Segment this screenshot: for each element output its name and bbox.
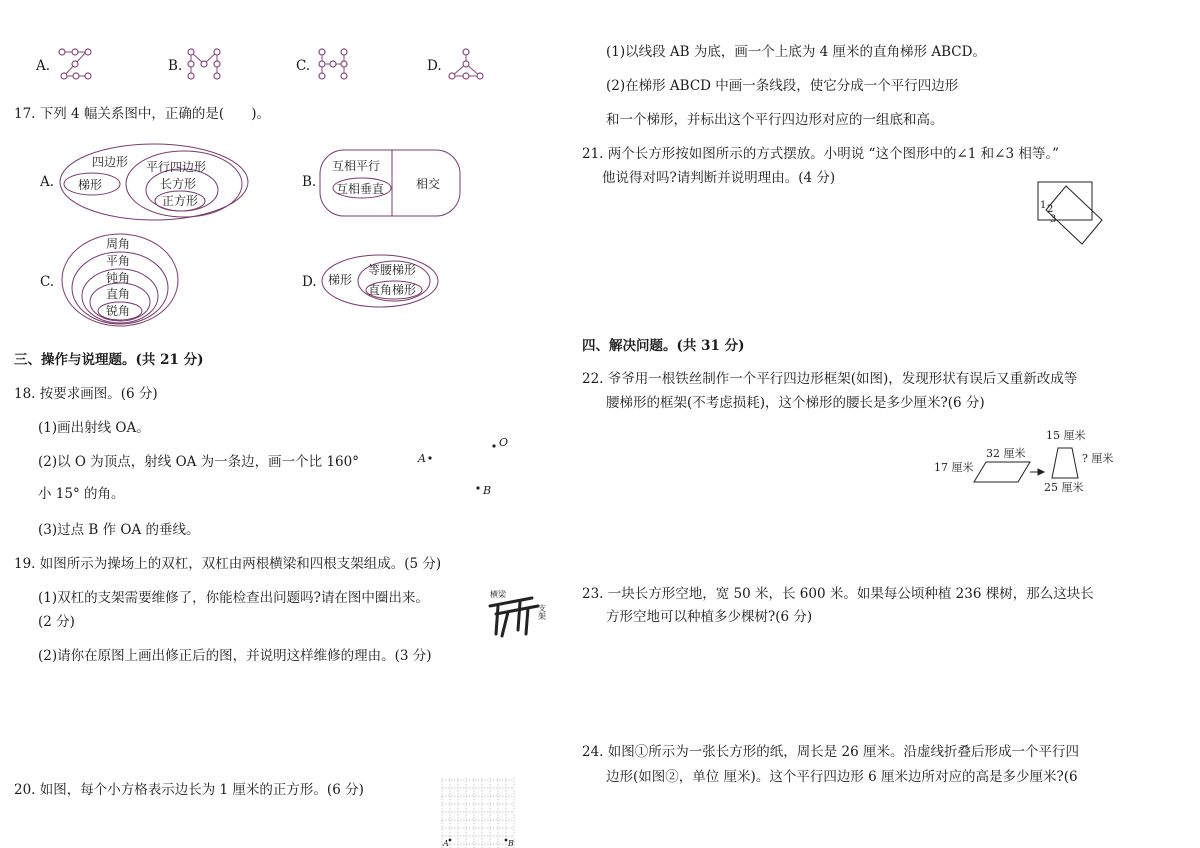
q17-c-straight-angle-text: 平角: [106, 254, 131, 268]
q20-point-a: A: [443, 839, 449, 848]
q21-angle-1: 1: [1040, 200, 1047, 211]
q16-option-d-label: D.: [427, 58, 442, 74]
q17-d-trapezoid-text: 梯形: [328, 273, 353, 287]
q24-stem-a: 24. 如图①所示为一张长方形的纸，周长是 26 厘米。沿虚线折叠后形成一个平行四: [582, 744, 1080, 760]
q16-figure-a: [56, 46, 96, 82]
q17-c-label: C.: [40, 274, 55, 290]
q18-point-o: O: [499, 436, 509, 449]
q17-c-obtuse-angle-text: 钝角: [106, 271, 131, 285]
q22-figure: [934, 426, 1128, 498]
q22-trapezoid-bottom: 25 厘米: [1044, 481, 1084, 494]
q17-figure-d: [320, 252, 444, 312]
q23-stem-b: 方形空地可以种植多少棵树?(6 分): [606, 609, 813, 625]
q19-part1b: (2 分): [38, 614, 75, 630]
q20-point-b: B: [508, 839, 514, 848]
q16-option-c-label: C.: [296, 58, 311, 74]
q16-figure-d: [446, 46, 488, 82]
q17-c-acute-angle-text: 锐角: [106, 304, 131, 318]
q18-part2a: (2)以 O 为顶点，射线 OA 为一条边，画一个比 160°: [38, 454, 359, 470]
q22-parallelogram-top: 32 厘米: [986, 447, 1026, 460]
q17-a-rectangle-text: 长方形: [160, 177, 197, 191]
q24-stem-b: 边形(如图②，单位 厘米)。这个平行四边形 6 厘米边所对应的高是多少厘米?(6: [606, 769, 1078, 785]
q18-part3: (3)过点 B 作 OA 的垂线。: [38, 522, 200, 538]
q20-grid-figure: [440, 778, 522, 848]
q16-option-b-label: B.: [168, 58, 183, 74]
q20-part1: (1)以线段 AB 为底，画一个上底为 4 厘米的直角梯形 ABCD。: [606, 44, 986, 60]
q17-a-label: A.: [40, 174, 55, 190]
q17-stem: 17. 下列 4 幅关系图中，正确的是( )。: [14, 106, 270, 122]
q17-d-isosceles-text: 等腰梯形: [368, 263, 417, 277]
q20-part2a: (2)在梯形 ABCD 中画一条线段，使它分成一个平行四边形: [606, 78, 959, 94]
section4-title: 四、解决问题。(共 31 分): [582, 338, 745, 354]
q17-b-perpendicular-text: 互相垂直: [336, 182, 385, 196]
q17-figure-b: [320, 148, 470, 220]
q21-stem-a: 21. 两个长方形按如图所示的方式摆放。小明说 “这个图形中的∠1 和∠3 相等。”: [582, 146, 1059, 162]
q19-part1a: (1)双杠的支架需要维修了，你能检查出问题吗?请在图中圈出来。: [38, 590, 429, 606]
q16-figure-c: [314, 46, 354, 82]
q16-option-a-label: A.: [36, 58, 51, 74]
q17-figure-c: [60, 232, 184, 328]
q20-part2b: 和一个梯形，并标出这个平行四边形对应的一组底和高。: [606, 112, 944, 128]
q17-a-square-text: 正方形: [162, 194, 199, 208]
q18-figure: [410, 430, 520, 504]
q21-angle-2: 2: [1047, 204, 1054, 215]
q22-stem-a: 22. 爷爷用一根铁丝制作一个平行四边形框架(如图)，发现形状有误后又重新改成等: [582, 371, 1078, 387]
q20-stem: 20. 如图，每个小方格表示边长为 1 厘米的正方形。(6 分): [14, 782, 364, 798]
q17-d-right-trapezoid-text: 直角梯形: [368, 283, 417, 297]
q17-a-trapezoid-text: 梯形: [78, 178, 103, 192]
q19-support-label: 支架: [537, 604, 547, 620]
q22-parallelogram-side: 17 厘米: [934, 461, 974, 474]
q17-a-parallelogram-text: 平行四边形: [146, 160, 207, 174]
q22-stem-b: 腰梯形的框架(不考虑损耗)，这个梯形的腰长是多少厘米?(6 分): [606, 395, 985, 411]
q23-stem-a: 23. 一块长方形空地，宽 50 米，长 600 米。如果每公顷种植 236 棵树，那么这块长: [582, 586, 1094, 602]
q17-c-full-angle-text: 周角: [106, 237, 131, 251]
q21-stem-b: 他说得对吗?请判断并说明理由。(4 分): [602, 170, 836, 186]
q16-figure-b: [186, 46, 226, 82]
q17-d-label: D.: [302, 274, 317, 290]
q17-figure-a: [56, 140, 252, 226]
q19-parallel-bars-figure: [486, 584, 552, 640]
q17-b-label: B.: [302, 174, 317, 190]
q17-b-parallel-text: 互相平行: [332, 159, 381, 173]
q17-c-right-angle-text: 直角: [106, 287, 131, 301]
q18-point-b: B: [483, 484, 492, 497]
q19-beam-label: 横梁: [490, 590, 506, 599]
q18-stem: 18. 按要求画图。(6 分): [14, 386, 158, 402]
q18-point-a: A: [418, 452, 426, 465]
q17-b-intersect-text: 相交: [416, 177, 441, 191]
q19-stem: 19. 如图所示为操场上的双杠，双杠由两根横梁和四根支架组成。(5 分): [14, 556, 442, 572]
q18-part2b: 小 15° 的角。: [38, 486, 125, 502]
q21-rectangles-figure: [1034, 180, 1106, 242]
section3-title: 三、操作与说理题。(共 21 分): [14, 352, 204, 368]
q18-part1: (1)画出射线 OA。: [38, 420, 150, 436]
q22-trapezoid-top: 15 厘米: [1046, 429, 1086, 442]
q19-part2: (2)请你在原图上画出修正后的图，并说明这样维修的理由。(3 分): [38, 648, 432, 664]
q22-trapezoid-leg: ? 厘米: [1082, 452, 1114, 465]
q17-a-quadrilateral-text: 四边形: [92, 155, 129, 169]
q21-angle-3: 3: [1050, 214, 1057, 225]
